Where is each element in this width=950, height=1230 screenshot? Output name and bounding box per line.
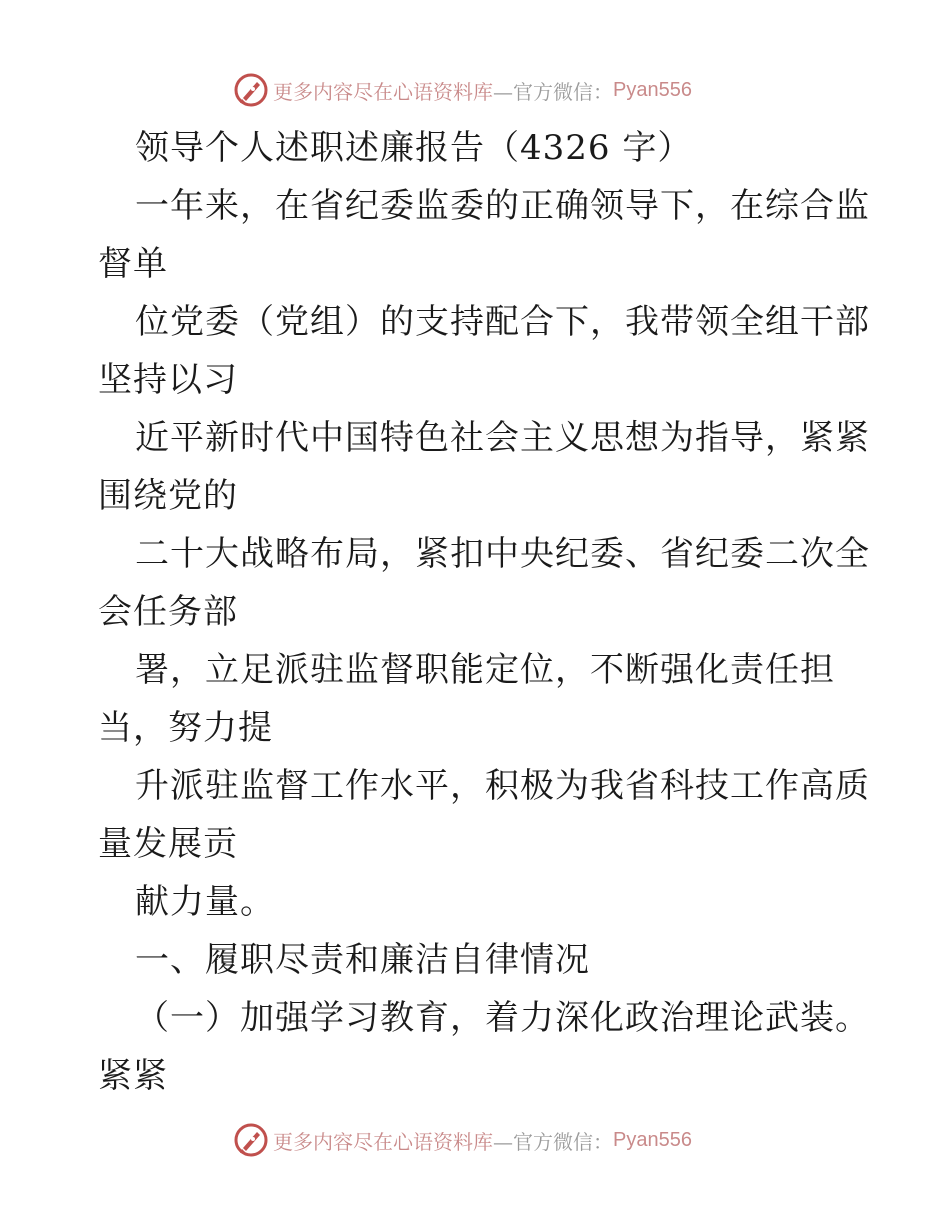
- text-line: 量发展贡: [98, 824, 238, 864]
- section-heading: 一、履职尽责和廉洁自律情况: [135, 940, 590, 980]
- watermark-sub-text: —官方微信：: [493, 79, 613, 104]
- text-line: 紧紧: [98, 1056, 168, 1096]
- text-line: 近平新时代中国特色社会主义思想为指导，紧紧: [135, 418, 870, 458]
- text-line: 一年来，在省纪委监委的正确领导下，在综合监: [135, 186, 870, 226]
- text-line: 位党委（党组）的支持配合下，我带领全组干部: [135, 302, 870, 342]
- pen-nib-logo-icon: [233, 72, 269, 108]
- document-body: [98, 119, 870, 1105]
- document-title: 领导个人述职述廉报告（4326 字）: [135, 128, 693, 168]
- watermark-banner-top: [233, 70, 692, 110]
- watermark-main-text: 更多内容尽在心语资料库: [273, 79, 493, 104]
- watermark-account: Pyan556: [613, 1128, 692, 1151]
- pen-nib-logo-icon: [233, 1122, 269, 1158]
- text-line: 署，立足派驻监督职能定位，不断强化责任担: [135, 650, 835, 690]
- text-line: 围绕党的: [98, 476, 238, 516]
- text-line: 坚持以习: [98, 360, 238, 400]
- watermark-sub-text: —官方微信：: [493, 1129, 613, 1154]
- text-line: 会任务部: [98, 592, 238, 632]
- watermark-account: Pyan556: [613, 78, 692, 101]
- text-line: 献力量。: [135, 882, 275, 922]
- text-line: 二十大战略布局，紧扣中央纪委、省纪委二次全: [135, 534, 870, 574]
- watermark-banner-bottom: [233, 1120, 692, 1160]
- text-line: 当，努力提: [98, 708, 273, 748]
- watermark-main-text: 更多内容尽在心语资料库: [273, 1129, 493, 1154]
- text-line: 督单: [98, 244, 168, 284]
- text-line: 升派驻监督工作水平，积极为我省科技工作高质: [135, 766, 870, 806]
- subsection-heading: （一）加强学习教育，着力深化政治理论武装。: [135, 998, 870, 1038]
